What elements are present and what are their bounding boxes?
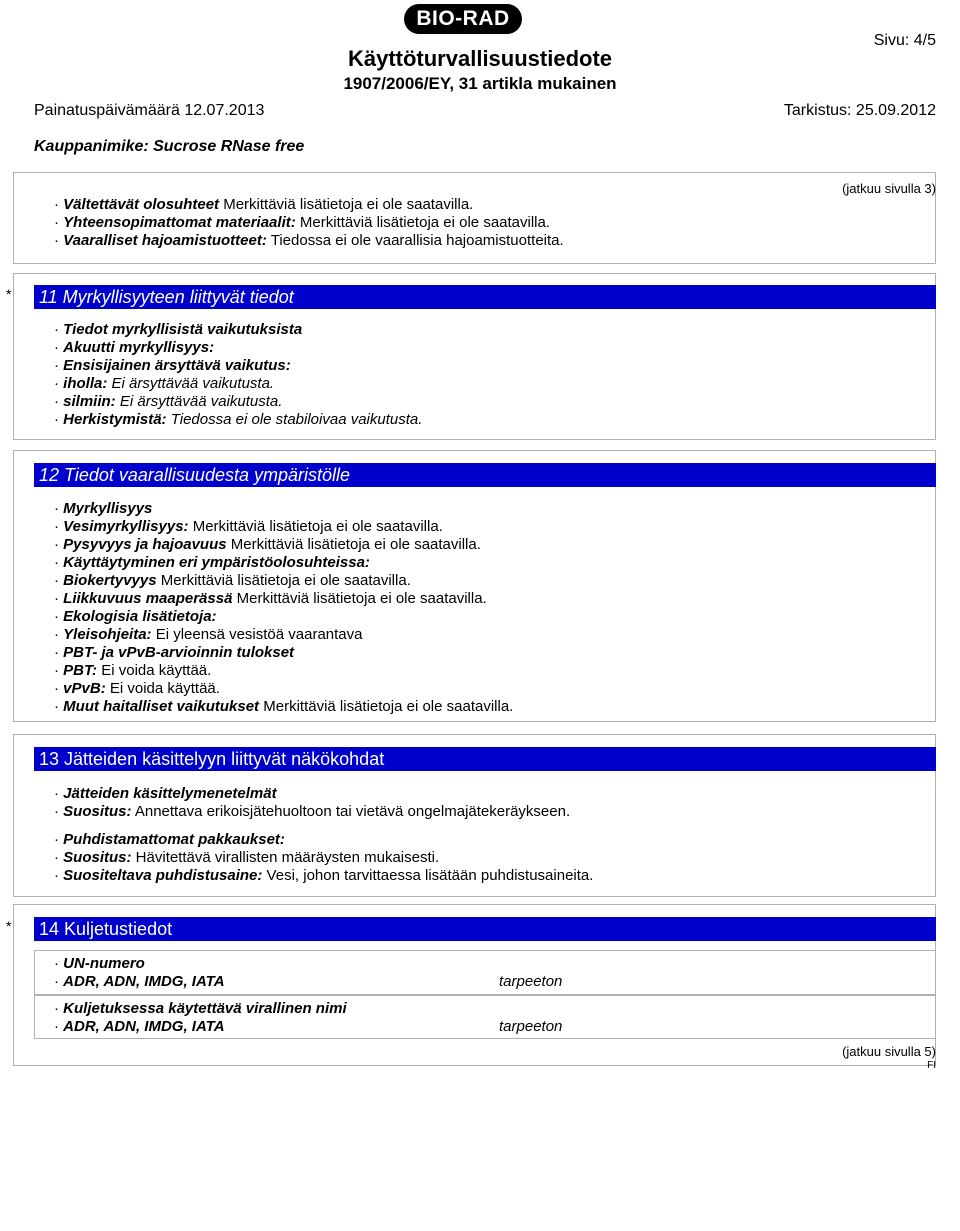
change-marker: * xyxy=(6,286,12,302)
language-code: FI xyxy=(927,1060,936,1071)
top-line-1: · Vältettävät olosuhteet Merkittäviä lisätietoja ei ole saatavilla. xyxy=(54,196,474,213)
s12-line: · vPvB: Ei voida käyttää. xyxy=(54,680,220,697)
shipping-name-row: · ADR, ADN, IMDG, IATA xyxy=(54,1018,225,1035)
change-marker: * xyxy=(6,918,12,934)
continued-from-note: (jatkuu sivulla 3) xyxy=(842,181,936,196)
s12-line: · Ekologisia lisätietoja: xyxy=(54,608,217,625)
s13-line: · Suositeltava puhdistusaine: Vesi, johon tarvittaessa lisätään puhdistusaineita. xyxy=(54,867,594,884)
section-13-header: 13 Jätteiden käsittelyyn liittyvät näkökohdat xyxy=(34,747,936,771)
bio-rad-logo: BIO-RAD xyxy=(404,4,522,34)
s11-line: · Akuutti myrkyllisyys: xyxy=(54,339,215,356)
s12-line: · Liikkuvuus maaperässä Merkittäviä lisätietoja ei ole saatavilla. xyxy=(54,590,487,607)
un-number-label: · UN-numero xyxy=(54,955,145,972)
top-line-2: · Yhteensopimattomat materiaalit: Merkittäviä lisätietoja ei ole saatavilla. xyxy=(54,214,551,231)
shipping-name-label: · Kuljetuksessa käytettävä virallinen nimi xyxy=(54,1000,347,1017)
continued-on-note: (jatkuu sivulla 5) xyxy=(842,1044,936,1059)
shipping-name-value: tarpeeton xyxy=(499,1018,563,1035)
document-title: Käyttöturvallisuustiedote xyxy=(347,46,613,71)
s12-line: · PBT: Ei voida käyttää. xyxy=(54,662,212,679)
document-subtitle: 1907/2006/EY, 31 artikla mukainen xyxy=(343,74,617,93)
section-12-header: 12 Tiedot vaarallisuudesta ympäristölle xyxy=(34,463,936,487)
un-number-value: tarpeeton xyxy=(499,973,563,990)
print-date: Painatuspäivämäärä 12.07.2013 xyxy=(34,102,265,119)
s12-line: · Biokertyvyys Merkittäviä lisätietoja ei ole saatavilla. xyxy=(54,572,411,589)
s13-line: · Suositus: Annettava erikoisjätehuoltoon tai vietävä ongelmajätekeräykseen. xyxy=(54,803,571,820)
section-14-header: 14 Kuljetustiedot xyxy=(34,917,936,941)
top-line-3: · Vaaralliset hajoamistuotteet: Tiedossa ei ole vaarallisia hajoamistuotteita. xyxy=(54,232,564,249)
s12-line: · PBT- ja vPvB-arvioinnin tulokset xyxy=(54,644,295,661)
s13-line: · Suositus: Hävitettävä virallisten määräysten mukaisesti. xyxy=(54,849,440,866)
section-11-header: 11 Myrkyllisyyteen liittyvät tiedot xyxy=(34,285,936,309)
s12-line: · Pysyvyys ja hajoavuus Merkittäviä lisätietoja ei ole saatavilla. xyxy=(54,536,481,553)
s11-line: · silmiin: Ei ärsyttävää vaikutusta. xyxy=(54,393,283,410)
product-name: Kauppanimike: Sucrose RNase free xyxy=(34,138,305,155)
page-number: Sivu: 4/5 xyxy=(873,32,936,49)
s12-line: · Muut haitalliset vaikutukset Merkittäviä lisätietoja ei ole saatavilla. xyxy=(54,698,514,715)
s11-line: · Tiedot myrkyllisistä vaikutuksista xyxy=(54,321,303,338)
s12-line: · Vesimyrkyllisyys: Merkittäviä lisätietoja ei ole saatavilla. xyxy=(54,518,443,535)
s12-line: · Käyttäytyminen eri ympäristöolosuhteissa: xyxy=(54,554,370,571)
s11-line: · iholla: Ei ärsyttävää vaikutusta. xyxy=(54,375,275,392)
s11-line: · Ensisijainen ärsyttävä vaikutus: xyxy=(54,357,291,374)
s12-line: · Myrkyllisyys xyxy=(54,500,153,517)
s12-line: · Yleisohjeita: Ei yleensä vesistöä vaarantava xyxy=(54,626,363,643)
un-number-row: · ADR, ADN, IMDG, IATA xyxy=(54,973,225,990)
s13-line: · Puhdistamattomat pakkaukset: xyxy=(54,831,285,848)
s13-line: · Jätteiden käsittelymenetelmät xyxy=(54,785,277,802)
s11-line: · Herkistymistä: Tiedossa ei ole stabiloivaa vaikutusta. xyxy=(54,411,423,428)
revision-date: Tarkistus: 25.09.2012 xyxy=(783,102,936,119)
